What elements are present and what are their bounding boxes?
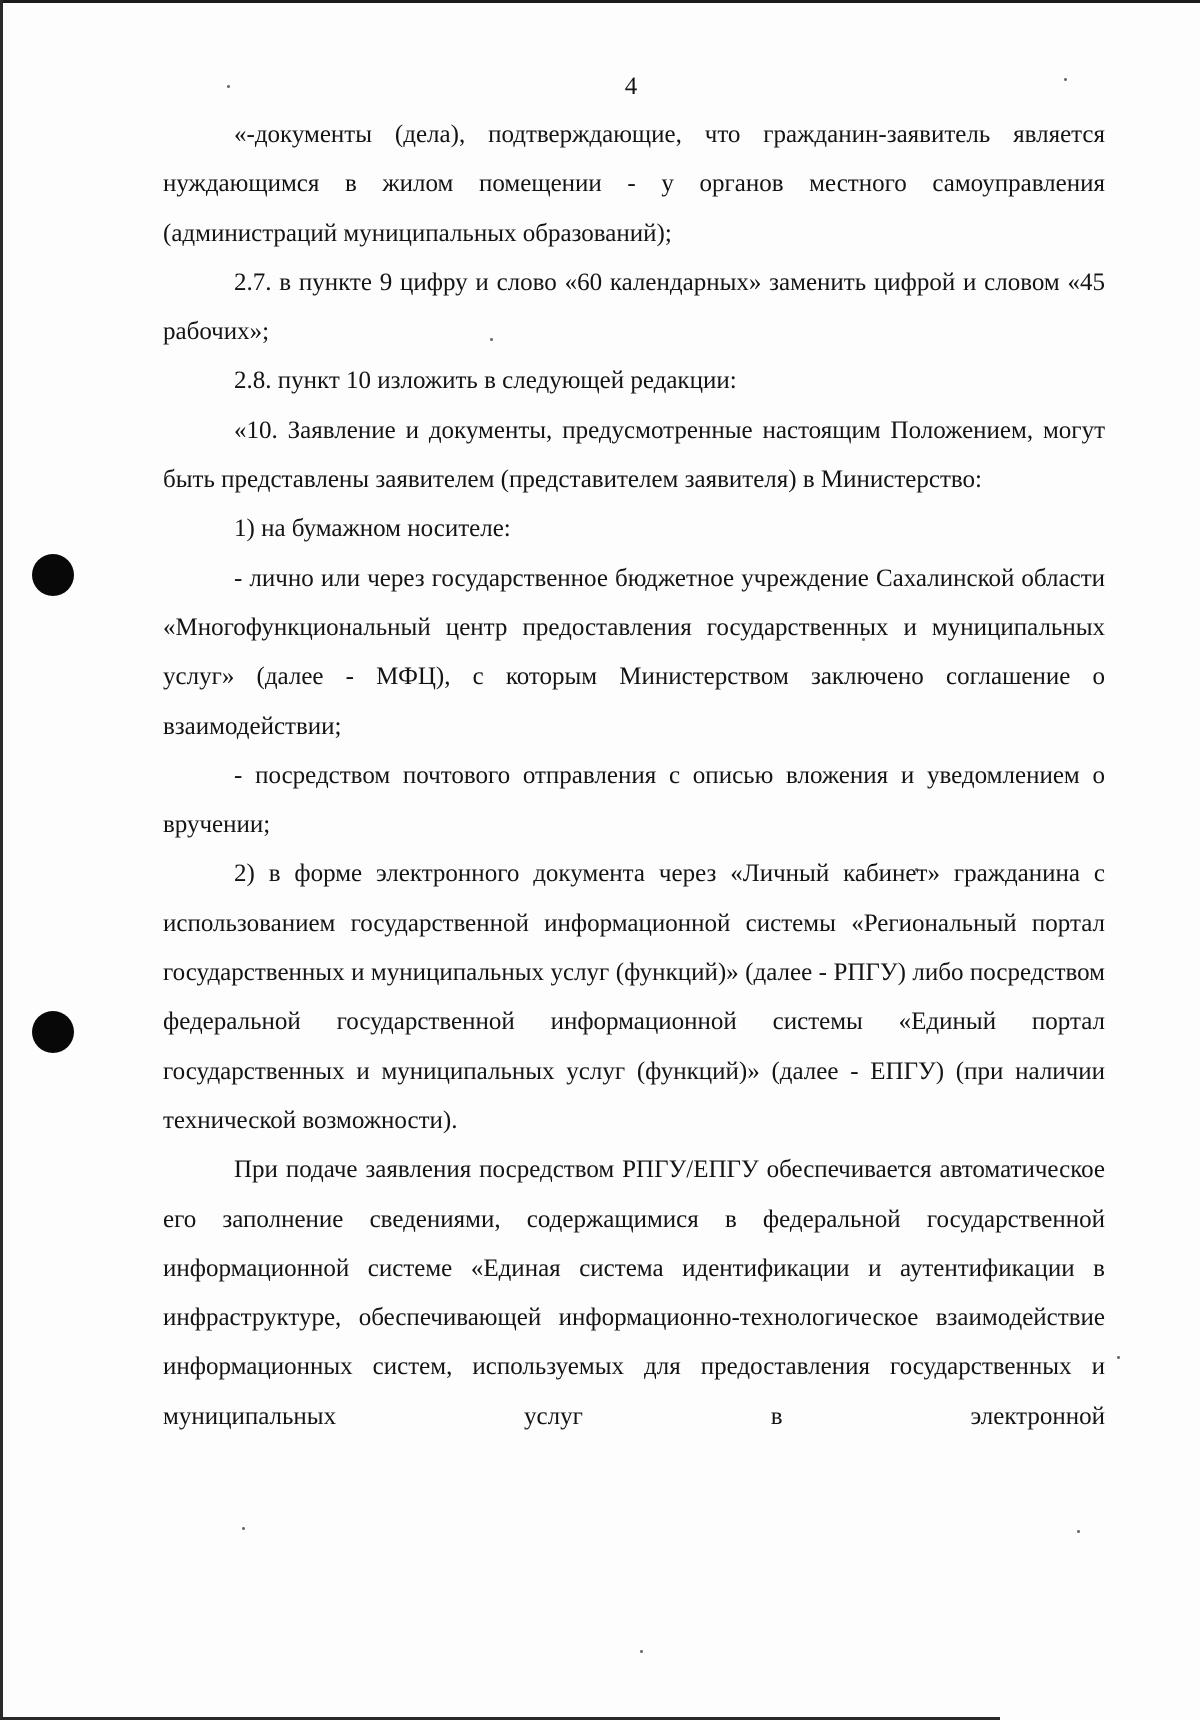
scan-speck [1117, 1356, 1120, 1359]
paragraph-clause-2-8: 2.8. пункт 10 изложить в следующей редакции: [234, 367, 737, 395]
paragraph-rpgu-epgu: При подаче заявления посредством РПГУ/ЕПГУ обеспечивается автоматическое его заполнение сведениями, содержащимися в федеральной государственной информационной системе «Единая система идентификации и аутентификации в инфраструктуре, обеспечивающей информационно-технологическое взаимодействие информационных систем, используемых для предоставления государственных и муниципальных услуг в электронной [163, 1156, 1105, 1430]
paragraph-documents-list: «-документы (дела), подтверждающие, что гражданин-заявитель является нуждающимся в жилом помещении - у органов местного самоуправления (администраций муниципальных образований); [163, 121, 1105, 247]
scan-left-edge [0, 0, 3, 1720]
paragraph-postal: - посредством почтового отправления с описью вложения и уведомлением о вручении; [163, 761, 1105, 839]
paragraph-paper-medium: 1) на бумажном носителе: [234, 515, 511, 543]
scan-speck [640, 1650, 643, 1653]
document-body [163, 110, 1105, 1441]
scan-speck [242, 1527, 245, 1530]
punch-hole-lower [32, 1011, 74, 1053]
paragraph-in-person-mfc: - лично или через государственное бюджетное учреждение Сахалинской области «Многофункциональный центр предоставления государственных и муниципальных услуг» (далее - МФЦ), с которым Министерством заключено соглашение о взаимодействии; [163, 564, 1105, 740]
paragraph-electronic: 2) в форме электронного документа через «Личный кабинет» гражданина с использованием государственной информационной системы «Региональный портал государственных и муниципальных услуг (функций)» (далее - РПГУ) либо посредством федеральной государственной информационной системы «Единый портал государственных и муниципальных услуг (функций)» (далее - ЕПГУ) (при наличии технической возможности). [163, 860, 1105, 1134]
scan-speck [1077, 1530, 1080, 1533]
paragraph-clause-10: «10. Заявление и документы, предусмотренные настоящим Положением, могут быть представлены заявителем (представителем заявителя) в Министерство: [163, 416, 1105, 494]
paragraph-clause-2-7: 2.7. в пункте 9 цифру и слово «60 календарных» заменить цифрой и словом «45 рабочих»; [163, 268, 1105, 346]
scan-top-edge [0, 0, 1200, 3]
punch-hole-upper [32, 554, 74, 596]
page-number: 4 [624, 73, 638, 100]
